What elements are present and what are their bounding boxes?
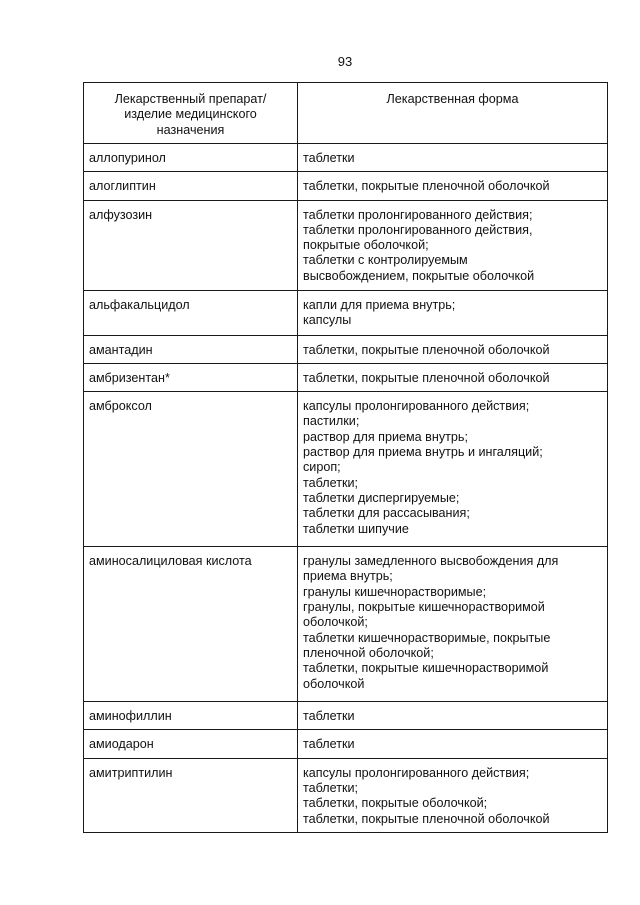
- drug-name-cell: [84, 200, 298, 290]
- dosage-form-line: таблетки пролонгированного действия,: [303, 222, 533, 237]
- dosage-form-line: пастилки;: [303, 414, 360, 429]
- dosage-form-line: таблетки, покрытые кишечнорастворимой: [303, 661, 549, 676]
- drug-name-cell: [84, 392, 298, 547]
- dosage-form-line: высвобождением, покрытые оболочкой: [303, 268, 535, 283]
- dosage-form-line: оболочкой: [303, 676, 365, 691]
- dosage-form-cell: [298, 730, 608, 758]
- table-row: [84, 144, 608, 172]
- drug-name: амантадин: [89, 342, 153, 357]
- dosage-form-line: таблетки, покрытые пленочной оболочкой: [303, 811, 550, 826]
- dosage-form-line: таблетки, покрытые оболочкой;: [303, 796, 488, 811]
- header-form-line: Лекарственная форма: [386, 92, 519, 106]
- drug-name-cell: [84, 702, 298, 730]
- dosage-form-line: гранулы замедленного высвобождения для: [303, 554, 559, 569]
- drug-name-cell: [84, 363, 298, 391]
- table-row: [84, 702, 608, 730]
- dosage-form-cell: [298, 392, 608, 547]
- dosage-form-line: таблетки, покрытые пленочной оболочкой: [303, 342, 550, 357]
- table-row: [84, 335, 608, 363]
- drug-name: алоглиптин: [89, 179, 156, 194]
- drug-name-cell: [84, 547, 298, 702]
- dosage-form-line: таблетки: [303, 709, 355, 724]
- dosage-form-cell: [298, 335, 608, 363]
- dosage-form-line: раствор для приема внутрь;: [303, 429, 468, 444]
- dosage-form-line: таблетки диспергируемые;: [303, 490, 460, 505]
- dosage-form-line: таблетки;: [303, 781, 359, 796]
- dosage-form-line: таблетки, покрытые пленочной оболочкой: [303, 370, 550, 385]
- dosage-form-line: капли для приема внутрь;: [303, 297, 456, 312]
- dosage-form-line: таблетки с контролируемым: [303, 253, 468, 268]
- dosage-form-line: таблетки: [303, 151, 355, 165]
- dosage-form-line: таблетки кишечнорастворимые, покрытые: [303, 630, 551, 645]
- drug-name: аминосалициловая кислота: [89, 554, 252, 569]
- drug-name: аллопуринол: [89, 151, 166, 165]
- dosage-form-line: гранулы, покрытые кишечнорастворимой: [303, 600, 545, 615]
- dosage-form-line: капсулы пролонгированного действия;: [303, 399, 530, 414]
- table-header-row: [84, 83, 608, 144]
- drug-name-cell: [84, 172, 298, 200]
- drug-name-cell: [84, 144, 298, 172]
- drug-name: амиодарон: [89, 737, 154, 752]
- dosage-form-line: гранулы кишечнорастворимые;: [303, 584, 487, 599]
- table-row: [84, 363, 608, 391]
- dosage-form-line: таблетки;: [303, 475, 359, 490]
- table-row: [84, 200, 608, 290]
- dosage-form-cell: [298, 758, 608, 832]
- table-row: [84, 290, 608, 335]
- dosage-form-line: пленочной оболочкой;: [303, 645, 434, 660]
- dosage-form-line: капсулы пролонгированного действия;: [303, 765, 530, 780]
- dosage-form-line: таблетки: [303, 737, 355, 752]
- header-drug: [84, 83, 298, 144]
- page-number: 93: [337, 54, 353, 69]
- dosage-form-line: таблетки пролонгированного действия;: [303, 207, 533, 222]
- table-row: [84, 758, 608, 832]
- dosage-form-line: оболочкой;: [303, 615, 368, 630]
- drug-name: алфузозин: [89, 207, 153, 222]
- drug-name-cell: [84, 290, 298, 335]
- drug-name: амитриптилин: [89, 765, 173, 780]
- drug-table: [83, 82, 608, 833]
- drug-name: амброксол: [89, 399, 152, 414]
- header-drug-line: Лекарственный препарат/: [114, 92, 267, 106]
- header-drug-line: назначения: [156, 122, 225, 137]
- dosage-form-cell: [298, 200, 608, 290]
- drug-name: амбризентан*: [89, 370, 170, 385]
- dosage-form-line: таблетки для рассасывания;: [303, 506, 470, 521]
- header-form: [298, 83, 608, 144]
- table-row: [84, 547, 608, 702]
- dosage-form-line: раствор для приема внутрь и ингаляций;: [303, 445, 543, 460]
- drug-name: альфакальцидол: [89, 297, 190, 312]
- dosage-form-line: сироп;: [303, 460, 341, 475]
- dosage-form-line: покрытые оболочкой;: [303, 238, 429, 253]
- drug-name-cell: [84, 335, 298, 363]
- dosage-form-line: таблетки, покрытые пленочной оболочкой: [303, 179, 550, 194]
- table-row: [84, 392, 608, 547]
- dosage-form-cell: [298, 547, 608, 702]
- drug-name: аминофиллин: [89, 709, 172, 724]
- dosage-form-cell: [298, 363, 608, 391]
- header-drug-line: изделие медицинского: [124, 107, 257, 122]
- dosage-form-cell: [298, 144, 608, 172]
- drug-name-cell: [84, 730, 298, 758]
- table-row: [84, 172, 608, 200]
- dosage-form-cell: [298, 702, 608, 730]
- dosage-form-line: таблетки шипучие: [303, 521, 409, 536]
- dosage-form-line: капсулы: [303, 312, 352, 327]
- table-row: [84, 730, 608, 758]
- dosage-form-line: приема внутрь;: [303, 569, 393, 584]
- dosage-form-cell: [298, 290, 608, 335]
- dosage-form-cell: [298, 172, 608, 200]
- drug-name-cell: [84, 758, 298, 832]
